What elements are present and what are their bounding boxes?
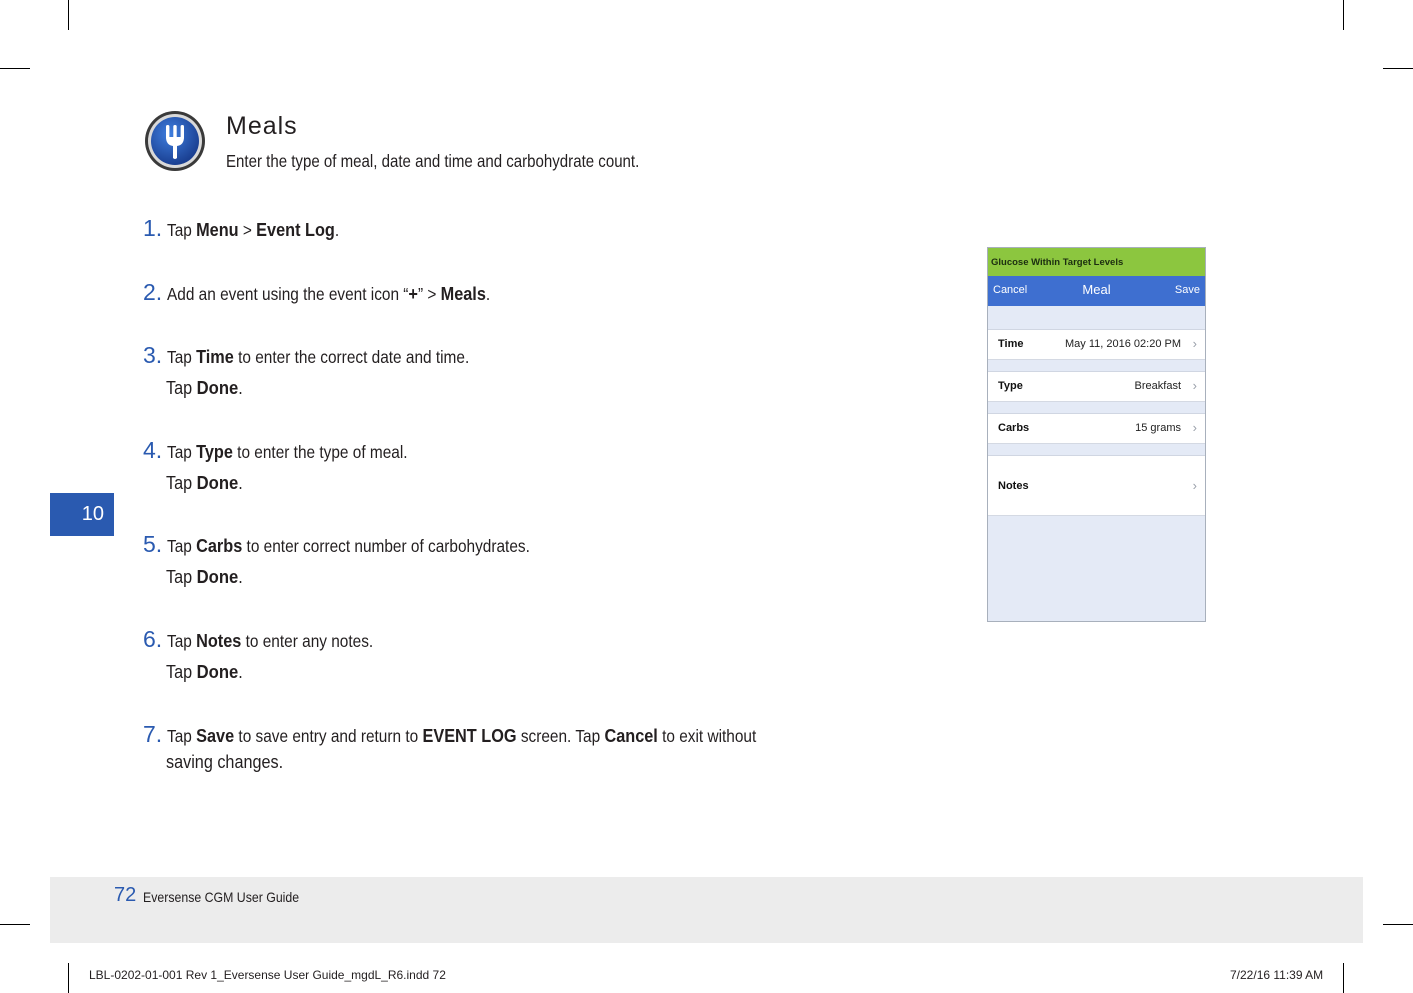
chevron-right-icon: › (1192, 478, 1197, 493)
step-2 (143, 279, 534, 306)
section-gap (988, 402, 1205, 414)
step-5 (143, 531, 579, 558)
step-7 (143, 721, 837, 748)
step-6 (143, 626, 401, 653)
page-title: Meals (226, 112, 298, 140)
page-subtitle: Enter the type of meal, date and time and carbohydrate count. (226, 151, 640, 171)
print-date: 7/22/16 11:39 AM (1230, 968, 1324, 982)
step-number: 4. (143, 437, 163, 463)
chevron-right-icon: › (1192, 420, 1197, 435)
step-text: Tap Notes to enter any notes. (167, 630, 374, 651)
step-3 (143, 342, 511, 369)
nav-bar (988, 276, 1205, 306)
crop-mark (68, 0, 69, 30)
chevron-right-icon: › (1192, 336, 1197, 351)
type-row[interactable]: Type Breakfast › (988, 372, 1205, 402)
chapter-tab: 10 (50, 493, 114, 536)
step-number: 6. (143, 626, 163, 652)
crop-mark (1343, 0, 1344, 30)
status-bar: Glucose Within Target Levels (988, 248, 1205, 276)
footer-band (50, 877, 1363, 943)
crop-mark (1343, 963, 1344, 993)
print-slug: LBL-0202-01-001 Rev 1_Eversense User Guide_mgdL_R6.indd 72 (89, 968, 446, 982)
time-row[interactable]: Time May 11, 2016 02:20 PM › (988, 330, 1205, 360)
step-number: 5. (143, 531, 163, 557)
cancel-button[interactable]: Cancel (993, 284, 1028, 296)
step-7-line2: saving changes. (166, 752, 284, 772)
section-gap (988, 444, 1205, 456)
chevron-right-icon: › (1192, 378, 1197, 393)
footer-title: Eversense CGM User Guide (143, 889, 300, 905)
step-text: Tap Save to save entry and return to EVENT LOG screen. Tap Cancel to exit without (167, 725, 757, 746)
step-text: Tap Menu > Event Log. (167, 219, 340, 240)
phone-screenshot (987, 247, 1206, 622)
step-4-done: Tap Done. (166, 472, 243, 493)
fork-icon (144, 110, 206, 172)
notes-row[interactable]: Notes › (988, 456, 1205, 516)
save-button[interactable]: Save (1174, 284, 1200, 296)
carbs-row[interactable]: Carbs 15 grams › (988, 414, 1205, 444)
page-number: 72 (114, 884, 137, 906)
step-5-done: Tap Done. (166, 566, 243, 587)
step-number: 3. (143, 342, 163, 368)
step-1 (143, 215, 363, 242)
step-3-done: Tap Done. (166, 377, 243, 398)
section-gap (988, 360, 1205, 372)
step-4 (143, 437, 440, 464)
section-gap (988, 306, 1205, 330)
nav-title: Meal (1082, 282, 1111, 297)
crop-mark (1383, 68, 1413, 69)
step-number: 2. (143, 279, 163, 305)
step-text: Tap Carbs to enter correct number of carbohydrates. (167, 535, 530, 556)
step-number: 1. (143, 215, 163, 241)
plus-icon: + (408, 283, 419, 304)
step-text: Add an event using the event icon “+” > Meals. (167, 283, 491, 304)
step-text: Tap Type to enter the type of meal. (167, 441, 408, 462)
step-text: Tap Time to enter the correct date and time. (167, 346, 470, 367)
step-6-done: Tap Done. (166, 661, 243, 682)
crop-mark (0, 68, 30, 69)
crop-mark (1383, 924, 1413, 925)
crop-mark (68, 963, 69, 993)
step-number: 7. (143, 721, 163, 747)
crop-mark (0, 924, 30, 925)
